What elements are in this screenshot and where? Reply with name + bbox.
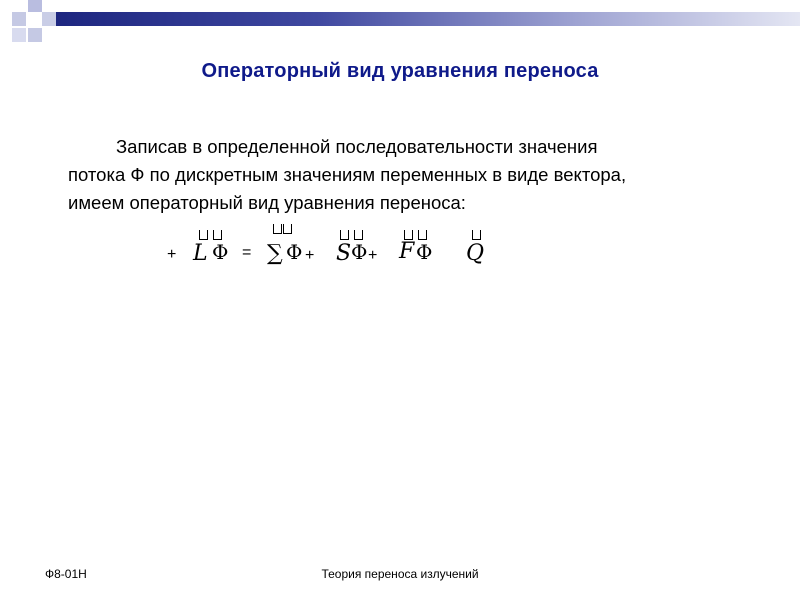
- equation-phi: Φ: [286, 240, 303, 264]
- equation-equals: =: [242, 244, 252, 261]
- header-gradient-bar: [56, 12, 800, 26]
- decorative-square: [28, 0, 42, 12]
- body-paragraph: [68, 133, 768, 217]
- slide-title: Операторный вид уравнения переноса: [201, 60, 599, 82]
- equation-operator-S: S: [336, 241, 352, 266]
- vector-marker-icon: [354, 230, 363, 240]
- equation-source-Q: Q: [466, 241, 485, 266]
- vector-marker-icon: [472, 230, 481, 240]
- decorative-square: [42, 12, 56, 26]
- body-line: имеем операторный вид уравнения переноса:: [68, 192, 466, 213]
- decorative-square: [12, 12, 26, 26]
- vector-marker-icon: [418, 230, 427, 240]
- vector-marker-icon: [273, 224, 282, 234]
- equation-plus: +: [368, 247, 378, 264]
- vector-marker-icon: [213, 230, 222, 240]
- equation-phi: Φ: [212, 240, 229, 264]
- equation-phi: Φ: [416, 240, 433, 264]
- decorative-square: [28, 28, 42, 42]
- equation-plus: +: [305, 247, 315, 264]
- equation-operator-L: L: [193, 241, 208, 266]
- equation-operator-F: F: [399, 239, 415, 264]
- footer-code: Ф8-01Н: [45, 567, 87, 581]
- equation-plus: +: [167, 246, 177, 263]
- body-line: Записав в определенной последовательности значения: [116, 136, 598, 157]
- decorative-square: [12, 28, 26, 42]
- operator-equation: [0, 220, 800, 280]
- vector-marker-icon: [283, 224, 292, 234]
- equation-sum: ∑: [267, 241, 283, 266]
- equation-phi: Φ: [351, 240, 368, 264]
- footer-course-title: Теория переноса излучений: [321, 567, 479, 581]
- vector-marker-icon: [340, 230, 349, 240]
- vector-marker-icon: [199, 230, 208, 240]
- body-line: потока Ф по дискретным значениям переменных в виде вектора,: [68, 164, 627, 185]
